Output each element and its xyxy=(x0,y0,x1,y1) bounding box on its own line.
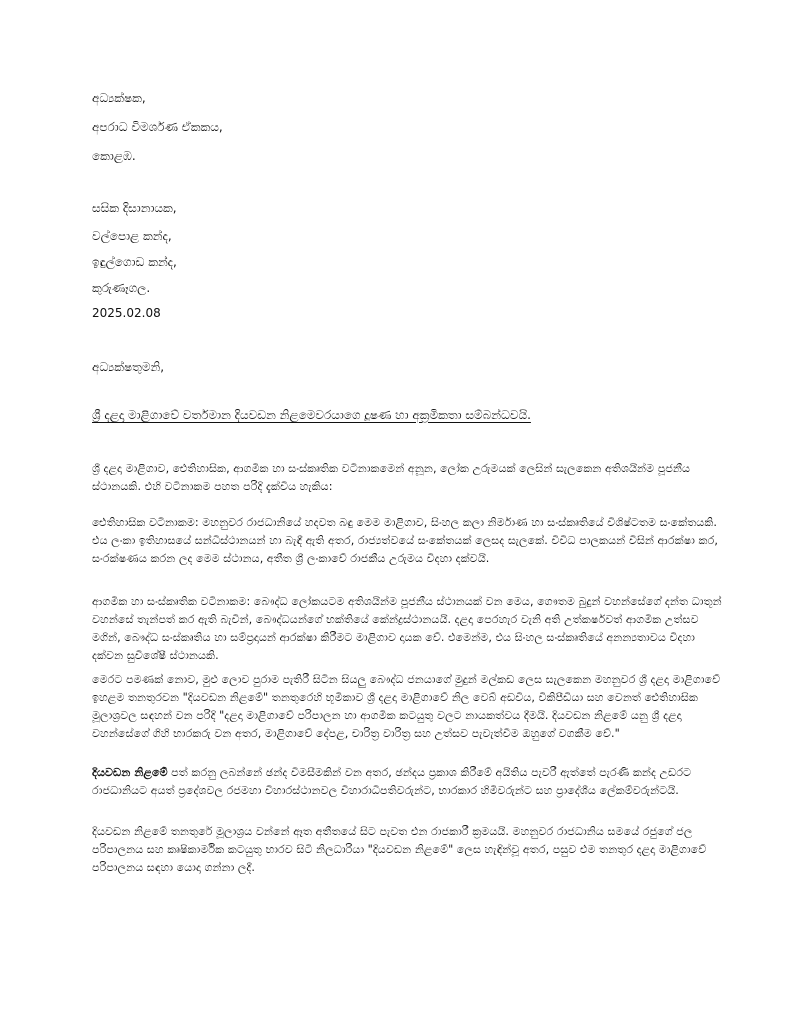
paragraph-text: මෙරට පමණක් නොව, මුළු ලොව පුරාම පැතිරී සිටින සියලු බෞද්ධ ජනයාගේ මුදුන් මල්කඩ ලෙස සැලකෙන මහනුවර ශ්‍රී දළදා මාළිගාවේ ඉහළම තනතුරවන "දියවඩන නිළමේ" තනතුරෙහි භූමිකාව ශ්‍රී දළදා මාළිගාවේ නිල වෙබ් අඩවිය, විකිපීඩියා සහ වෙනත් ඓතිහාසික මූලාශ්‍රවල සඳහන් වන පරිදි "දළදා මාළිගාවේ පරිපාලන හා ආගමික කටයුතු වලට නායකත්වය දීමයි. දියවඩන නිළමේ යනු ශ්‍රී දළදා වහන්සේගේ ගිහි භාරකරු වන අතර, මාළිගාවේ දේපළ, චාරිත්‍ර වාරිත්‍ර සහ උත්සව පැවැත්වීම ඔහුගේ වගකීම වේ." xyxy=(92,673,721,740)
body-paragraph-4 xyxy=(92,671,722,743)
paragraph-text: ආගමික හා සංස්කෘතික වටිනාකම: බෞද්ධ ලෝකයටම අතිශයින්ම පූජනීය ස්ථානයක් වන මෙය, ගෞතම බුදුන් වහන්සේගේ දන්ත ධාතූන් වහන්සේ තැන්පත් කර ඇති බැවින්, බෞද්ධයන්ගේ භක්තියේ කේන්ද්‍රස්ථානයයි. දළදා පෙරහැර වැනි අති උත්කර්ෂවත් ආගමික උත්සව මගින්, බෞද්ධ සංස්කෘතිය හා සම්ප්‍රදායන් ආරක්ෂා කිරීමට මාළිගාව දායක වේ. එමෙන්ම, එය සිංහල සංස්කෘතියේ අනන්‍යතාවය විදහා දක්වන සුවිශේෂී ස්ථානයකි. xyxy=(92,595,722,662)
body-paragraph-6 xyxy=(92,823,722,877)
letter-date: 2025.02.08 xyxy=(92,306,161,320)
recipient-city: කොළඹ. xyxy=(92,149,136,163)
body-paragraph-1 xyxy=(92,460,722,496)
recipient-title: අධ්‍යක්ෂක, xyxy=(92,91,146,105)
subject-line: ශ්‍රී දළදා මාළිගාවේ වර්තමාන දියවඩන නිළමෙවරයාගෙ දූෂණ හා අක්‍රමිකතා සම්බන්ධවයි. xyxy=(92,408,531,422)
body-paragraph-5 xyxy=(92,764,722,800)
paragraph-lead-bold: දියවඩන නිළමේ xyxy=(92,766,168,779)
salutation: අධ්‍යක්ෂතුමනි, xyxy=(92,360,165,374)
paragraph-text: ශ්‍රී දළදා මාළිගාව, ඓතිහාසික, ආගමික හා සංස්කෘතික වටිනාකමෙන් අනූන, ලෝක උරුමයක් ලෙසින් සැලකෙන අතිශයින්ම පූජනීය ස්ථානයකි. එහි වටිනාකම පහත පරිදි දැක්විය හැකිය: xyxy=(92,462,691,493)
recipient-department: අපරාධ විමර්ශණ ඒකකය, xyxy=(92,120,223,134)
body-paragraph-3 xyxy=(92,593,722,665)
sender-city: කුරුණෑගල. xyxy=(92,281,151,295)
sender-address-line-1: වල්පොළ කන්ද, xyxy=(92,229,172,243)
body-paragraph-2 xyxy=(92,514,722,568)
sender-name: සසික දිසානායක, xyxy=(92,201,177,215)
paragraph-text: ඓතිහාසික වටිනාකම: මහනුවර රාජධානියේ හදවත බඳු මෙම මාළිගාව, සිංහල කලා නිර්මාණ හා සංස්කෘතියේ විශිෂ්ටතම සංකේතයකි. එය ලංකා ඉතිහාසයේ සන්ධිස්ථානයන් හා බැඳී ඇති අතර, රාජ්‍යත්වයේ සංකේතයක් ලෙසද සැලකේ. විවිධ පාලකයන් විසින් ආරක්ෂා කර, සංරක්ෂණය කරන ලද මෙම ස්ථානය, අතීත ශ්‍රී ලංකාවේ රාජකීය උරුමය විදහා දක්වයි. xyxy=(92,516,718,565)
paragraph-text: දියවඩන නිළමේ තනතුරේ මූලාශ්‍රය වන්නේ ඈත අතීතයේ සිට පැවත එන රාජකාරී ක්‍රමයයි. මහනුවර රාජධානිය සමයේ රජුගේ ජල පරිපාලනය සහ කෘෂිකාර්මික කටයුතු භාරව සිටි නිලධාරියා "දියවඩන නිළමේ" ලෙස හැඳින්වූ අතර, පසුව එම තනතුර දළදා මාළිගාවේ පරිපාලනය සඳහා යොදා ගන්නා ලදී. xyxy=(92,825,707,874)
sender-address-line-2: ඉඳුල්ගොඩ කන්ද, xyxy=(92,255,177,269)
paragraph-text: පත් කරනු ලබන්නේ ඡන්ද විමසීමකින් වන අතර, ඡන්දය ප්‍රකාශ කිරීමේ අයිතිය පැවරී ඇත්තේ පැරණි කන්ද උඩරට රාජධානියට අයත් ප්‍රදේශවල රජමහා විහාරස්ථානවල විහාරාධිපතිවරුන්ට, භාරකාර හිමිවරුන්ට සහ ප්‍රාදේශීය ලේකම්වරුන්ටයි. xyxy=(92,766,692,797)
